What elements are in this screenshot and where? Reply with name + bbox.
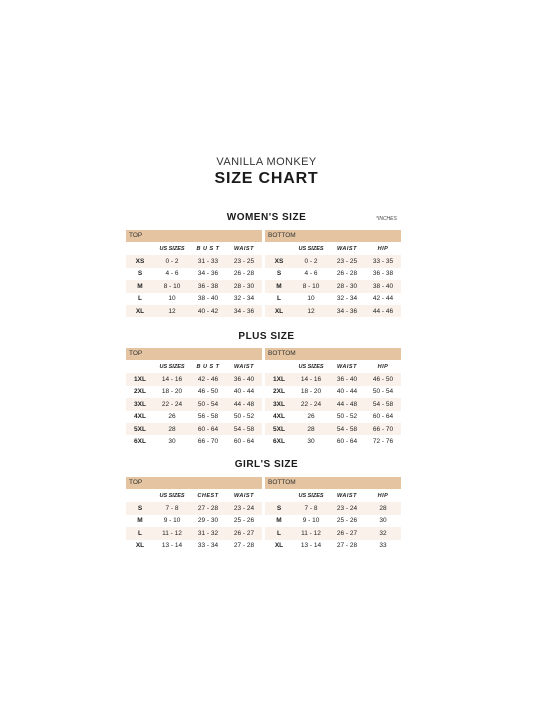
table-row: [126, 398, 262, 410]
size-label: M: [276, 517, 282, 525]
girls-bottom-table: [265, 477, 401, 552]
size-value: 28: [168, 425, 176, 433]
size-value: 28 - 30: [336, 282, 358, 290]
table-row: [265, 255, 401, 267]
size-label: 2XL: [134, 388, 146, 396]
table-row: [126, 386, 262, 398]
size-value: 50 - 52: [336, 413, 358, 421]
size-value: 31 - 33: [197, 258, 219, 266]
size-value: 32: [379, 529, 387, 537]
size-value: 36 - 40: [336, 376, 358, 384]
table-row: [126, 540, 262, 552]
column-header-row: [265, 490, 401, 502]
size-value: 60 - 64: [372, 413, 394, 421]
table-row: [126, 411, 262, 423]
section-title-plus: PLUS SIZE: [238, 331, 295, 342]
table-row: [265, 280, 401, 292]
table-label: BOTTOM: [265, 477, 401, 489]
size-label: 5XL: [273, 425, 285, 433]
size-value: 26: [168, 413, 176, 421]
table-row: [126, 423, 262, 435]
table-row: [265, 386, 401, 398]
size-value: 10: [307, 295, 315, 303]
size-value: 13 - 14: [161, 542, 183, 550]
size-label: XS: [135, 258, 145, 266]
column-header-row: [265, 361, 401, 373]
size-value: 18 - 20: [300, 388, 322, 396]
size-value: 7 - 8: [165, 505, 179, 513]
table-row: [265, 540, 401, 552]
size-value: 60 - 64: [197, 425, 219, 433]
size-value: 0 - 2: [304, 258, 318, 266]
table-row: [126, 515, 262, 527]
column-header: US SIZES: [159, 493, 185, 500]
size-value: 34 - 36: [197, 270, 219, 278]
size-value: 26 - 27: [233, 529, 255, 537]
table-row: [265, 398, 401, 410]
column-header: HIP: [377, 364, 389, 371]
size-value: 50 - 54: [372, 388, 394, 396]
size-value: 23 - 25: [233, 258, 255, 266]
size-value: 26 - 27: [336, 529, 358, 537]
size-label: 6XL: [273, 438, 285, 446]
size-value: 40 - 44: [336, 388, 358, 396]
size-label: 5XL: [134, 425, 146, 433]
table-row: [265, 502, 401, 514]
size-value: 66 - 70: [197, 438, 219, 446]
size-label: 6XL: [134, 438, 146, 446]
size-value: 28 - 30: [233, 282, 255, 290]
size-value: 32 - 34: [233, 295, 255, 303]
size-value: 44 - 48: [336, 400, 358, 408]
column-header: B U S T: [196, 364, 220, 371]
size-value: 33: [379, 542, 387, 550]
plus-bottom-table: [265, 348, 401, 448]
size-value: 30: [379, 517, 387, 525]
size-value: 34 - 36: [336, 307, 358, 315]
table-row: [265, 515, 401, 527]
column-header: HIP: [377, 493, 389, 500]
column-header: WAIST: [234, 246, 254, 253]
size-value: 22 - 24: [300, 400, 322, 408]
page-title: SIZE CHART: [214, 170, 319, 187]
size-value: 50 - 54: [197, 400, 219, 408]
size-value: 23 - 24: [336, 505, 358, 513]
size-label: 3XL: [273, 400, 285, 408]
size-value: 8 - 10: [302, 282, 320, 290]
size-value: 40 - 42: [197, 307, 219, 315]
size-value: 8 - 10: [163, 282, 181, 290]
column-header-row: [126, 243, 262, 255]
womens-top-table: [126, 230, 262, 317]
units-note: *INCHES: [376, 216, 397, 222]
size-value: 60 - 64: [233, 438, 255, 446]
size-value: 42 - 44: [372, 295, 394, 303]
table-row: [126, 293, 262, 305]
column-header: WAIST: [234, 493, 254, 500]
size-value: 38 - 40: [197, 295, 219, 303]
column-header: US SIZES: [298, 493, 324, 500]
size-value: 54 - 58: [336, 425, 358, 433]
size-label: M: [137, 282, 143, 290]
size-value: 50 - 52: [233, 413, 255, 421]
column-header-row: [126, 361, 262, 373]
table-row: [126, 502, 262, 514]
column-header: B U S T: [196, 246, 220, 253]
column-header: US SIZES: [298, 246, 324, 253]
column-header-row: [126, 490, 262, 502]
size-value: 27 - 28: [336, 542, 358, 550]
size-value: 26 - 28: [336, 270, 358, 278]
size-label: M: [137, 517, 143, 525]
table-row: [126, 305, 262, 317]
size-value: 9 - 10: [302, 517, 320, 525]
womens-bottom-table: [265, 230, 401, 317]
size-value: 28: [307, 425, 315, 433]
column-header: US SIZES: [159, 246, 185, 253]
table-row: [126, 435, 262, 447]
size-value: 36 - 38: [372, 270, 394, 278]
table-row: [126, 268, 262, 280]
size-label: 4XL: [273, 413, 285, 421]
table-label: TOP: [126, 348, 262, 360]
size-value: 46 - 50: [197, 388, 219, 396]
size-label: L: [277, 529, 281, 537]
size-value: 34 - 36: [233, 307, 255, 315]
column-header: US SIZES: [298, 364, 324, 371]
size-value: 36 - 38: [197, 282, 219, 290]
size-label: L: [138, 529, 142, 537]
size-value: 42 - 46: [197, 376, 219, 384]
size-value: 22 - 24: [161, 400, 183, 408]
size-value: 4 - 6: [165, 270, 179, 278]
size-label: M: [276, 282, 282, 290]
size-label: S: [137, 505, 143, 513]
size-label: XL: [274, 542, 284, 550]
size-value: 33 - 35: [372, 258, 394, 266]
size-value: 30: [307, 438, 315, 446]
size-value: 23 - 24: [233, 505, 255, 513]
size-label: XL: [135, 542, 145, 550]
size-value: 54 - 58: [372, 400, 394, 408]
table-row: [265, 293, 401, 305]
size-value: 7 - 8: [304, 505, 318, 513]
size-value: 60 - 64: [336, 438, 358, 446]
column-header-row: [265, 243, 401, 255]
size-value: 25 - 26: [336, 517, 358, 525]
size-value: 12: [168, 307, 176, 315]
size-value: 23 - 25: [336, 258, 358, 266]
size-label: 1XL: [273, 376, 285, 384]
size-value: 29 - 30: [197, 517, 219, 525]
table-row: [265, 435, 401, 447]
size-value: 44 - 46: [372, 307, 394, 315]
size-label: XL: [135, 307, 145, 315]
size-label: XS: [274, 258, 284, 266]
size-value: 44 - 48: [233, 400, 255, 408]
size-value: 38 - 40: [372, 282, 394, 290]
table-row: [126, 280, 262, 292]
table-label: TOP: [126, 477, 262, 489]
size-value: 40 - 44: [233, 388, 255, 396]
size-label: S: [276, 270, 282, 278]
size-value: 13 - 14: [300, 542, 322, 550]
size-label: 4XL: [134, 413, 146, 421]
girls-top-table: [126, 477, 262, 552]
section-title-womens: WOMEN'S SIZE: [226, 212, 307, 223]
column-header: WAIST: [234, 364, 254, 371]
size-value: 32 - 34: [336, 295, 358, 303]
size-value: 11 - 12: [301, 529, 321, 537]
size-value: 4 - 6: [304, 270, 318, 278]
size-value: 14 - 16: [300, 376, 322, 384]
size-label: 3XL: [134, 400, 146, 408]
size-value: 27 - 28: [233, 542, 255, 550]
size-value: 27 - 28: [197, 505, 219, 513]
size-value: 26 - 28: [233, 270, 255, 278]
size-value: 56 - 58: [197, 413, 219, 421]
plus-top-table: [126, 348, 262, 448]
size-label: S: [137, 270, 143, 278]
column-header: WAIST: [337, 493, 357, 500]
table-row: [126, 255, 262, 267]
size-value: 54 - 58: [233, 425, 255, 433]
table-row: [265, 268, 401, 280]
table-label: BOTTOM: [265, 230, 401, 242]
size-value: 28: [379, 505, 387, 513]
size-value: 12: [307, 307, 315, 315]
size-label: 2XL: [273, 388, 285, 396]
size-value: 10: [168, 295, 176, 303]
size-value: 66 - 70: [372, 425, 394, 433]
table-row: [126, 373, 262, 385]
size-value: 14 - 16: [161, 376, 183, 384]
size-label: XL: [274, 307, 284, 315]
size-value: 31 - 32: [197, 529, 219, 537]
table-label: TOP: [126, 230, 262, 242]
table-row: [126, 527, 262, 539]
column-header: CHEST: [197, 493, 219, 500]
column-header: WAIST: [337, 364, 357, 371]
size-value: 18 - 20: [161, 388, 183, 396]
table-row: [265, 423, 401, 435]
brand-name: VANILLA MONKEY: [216, 156, 317, 168]
size-value: 25 - 26: [233, 517, 255, 525]
column-header: WAIST: [337, 246, 357, 253]
size-value: 26: [307, 413, 315, 421]
size-value: 36 - 40: [233, 376, 255, 384]
table-row: [265, 411, 401, 423]
size-value: 72 - 76: [372, 438, 394, 446]
table-row: [265, 305, 401, 317]
size-value: 33 - 34: [197, 542, 219, 550]
table-row: [265, 527, 401, 539]
column-header: US SIZES: [159, 364, 185, 371]
table-row: [265, 373, 401, 385]
size-label: 1XL: [134, 376, 146, 384]
size-label: L: [138, 295, 142, 303]
size-value: 11 - 12: [162, 529, 182, 537]
size-value: 46 - 50: [372, 376, 394, 384]
size-label: L: [277, 295, 281, 303]
section-title-girls: GIRL'S SIZE: [234, 459, 299, 470]
size-value: 0 - 2: [165, 258, 179, 266]
size-value: 9 - 10: [163, 517, 181, 525]
table-label: BOTTOM: [265, 348, 401, 360]
size-value: 30: [168, 438, 176, 446]
column-header: HIP: [377, 246, 389, 253]
size-label: S: [276, 505, 282, 513]
